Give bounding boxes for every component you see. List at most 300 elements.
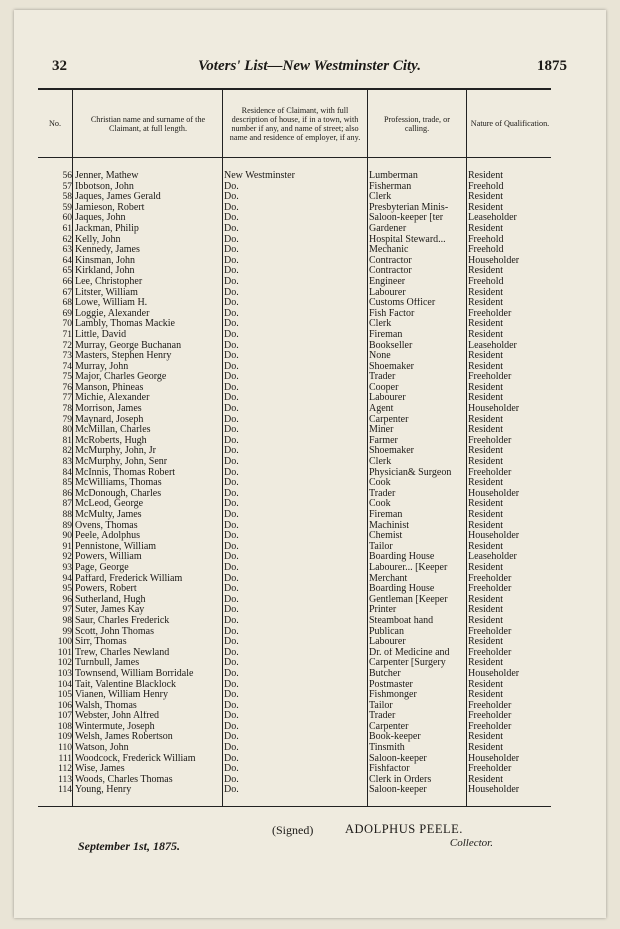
profession: Contractor	[369, 266, 412, 277]
table-row	[38, 266, 551, 277]
table-row	[38, 383, 551, 394]
table-row	[38, 680, 551, 691]
profession: Shoemaker	[369, 361, 414, 372]
claimant-name: Little, David	[75, 329, 127, 340]
profession: Agent	[369, 404, 394, 415]
residence: Do.	[224, 605, 239, 616]
profession: Carpenter [Surgery	[369, 658, 446, 669]
profession: Steamboat hand	[369, 615, 434, 626]
table-row	[38, 775, 551, 786]
claimant-name: Morrison, James	[75, 404, 142, 415]
table-row	[38, 436, 551, 447]
table-bottom-rule	[38, 806, 551, 807]
entry-number: 109	[57, 732, 72, 743]
table-row	[38, 457, 551, 468]
table-row	[38, 616, 551, 627]
profession: Shoemaker	[369, 446, 414, 457]
profession: Bookseller	[369, 340, 413, 351]
claimant-name: Turnbull, James	[75, 658, 140, 669]
entry-number: 102	[57, 658, 72, 669]
residence: Do.	[224, 774, 239, 785]
profession: Saloon-keeper	[369, 785, 427, 796]
table-row	[38, 182, 551, 193]
profession: Saloon-keeper	[369, 753, 427, 764]
profession: Labourer	[369, 637, 406, 648]
claimant-name: Jamieson, Robert	[75, 202, 145, 213]
qualification: Resident	[468, 594, 503, 605]
qualification: Leaseholder	[468, 552, 517, 563]
profession: Cook	[369, 499, 391, 510]
qualification: Freehold	[468, 181, 504, 192]
claimant-name: Page, George	[75, 562, 129, 573]
collector-name: ADOLPHUS PEELE.	[345, 822, 463, 836]
profession: Presbyterian Minis-	[369, 202, 449, 213]
residence: Do.	[224, 393, 239, 404]
qualification: Resident	[468, 615, 503, 626]
entry-number: 112	[58, 764, 72, 775]
profession: Machinist	[369, 520, 409, 531]
profession: Labourer... [Keeper	[369, 562, 448, 573]
residence: Do.	[224, 679, 239, 690]
entry-number: 66	[62, 276, 72, 287]
residence: Do.	[224, 637, 239, 648]
profession: Labourer	[369, 287, 406, 298]
table-row	[38, 574, 551, 585]
table-row	[38, 330, 551, 341]
table-row	[38, 192, 551, 203]
entry-number: 90	[62, 531, 72, 542]
profession: Book-keeper	[369, 732, 421, 743]
claimant-name: Pennistone, William	[75, 541, 157, 552]
table-header-rule	[38, 157, 551, 158]
claimant-name: Lambly, Thomas Mackie	[75, 319, 175, 330]
claimant-name: Scott, John Thomas	[75, 626, 154, 637]
qualification: Resident	[468, 510, 503, 520]
entry-number: 103	[57, 668, 72, 679]
residence: Do.	[224, 584, 239, 595]
residence: Do.	[224, 531, 239, 542]
claimant-name: Sirr, Thomas	[75, 637, 127, 648]
profession: Trader	[369, 711, 396, 722]
table-row	[38, 648, 551, 659]
entry-number: 60	[62, 213, 72, 224]
qualification: Freehold	[468, 245, 504, 256]
qualification: Resident	[468, 171, 503, 181]
entry-number: 81	[62, 435, 72, 446]
profession: Cooper	[369, 382, 399, 393]
qualification: Resident	[468, 743, 503, 754]
qualification: Resident	[468, 658, 503, 669]
residence: Do.	[224, 510, 239, 520]
table-row	[38, 245, 551, 256]
entry-number: 58	[62, 192, 72, 203]
qualification: Resident	[468, 287, 503, 298]
qualification: Freeholder	[468, 584, 512, 595]
qualification: Householder	[468, 531, 520, 542]
claimant-name: Trew, Charles Newland	[75, 647, 170, 658]
claimant-name: Watson, John	[75, 743, 129, 754]
claimant-name: Walsh, Thomas	[75, 700, 137, 711]
claimant-name: Woodcock, Frederick William	[75, 753, 196, 764]
profession: Tailor	[369, 541, 393, 552]
table-row	[38, 235, 551, 246]
entry-number: 68	[62, 298, 72, 309]
residence: Do.	[224, 541, 239, 552]
residence: Do.	[224, 404, 239, 415]
entry-number: 106	[57, 700, 72, 711]
column-header-residence: Residence of Claimant, with full description of house, if in a town, with number if any, and name of street; also name and residence of employer, if any.	[229, 105, 361, 143]
residence: Do.	[224, 192, 239, 203]
profession: Clerk	[369, 457, 392, 468]
qualification: Freehold	[468, 276, 504, 287]
page-title: Voters' List—New Westminster City.	[197, 58, 422, 74]
profession: Publican	[369, 626, 404, 637]
qualification: Resident	[468, 732, 503, 743]
profession: Carpenter	[369, 721, 409, 732]
residence: Do.	[224, 298, 239, 309]
entry-number: 65	[62, 266, 72, 277]
entry-number: 70	[62, 319, 72, 330]
entry-number: 56	[62, 171, 72, 181]
claimant-name: Murray, John	[75, 361, 129, 372]
entry-number: 78	[62, 404, 72, 415]
residence: Do.	[224, 753, 239, 764]
column-header-no: No.	[48, 119, 62, 129]
claimant-name: Townsend, William Borridale	[75, 668, 194, 679]
claimant-name: McLeod, George	[75, 499, 144, 510]
table-row	[38, 563, 551, 574]
profession: Tinsmith	[369, 743, 405, 754]
residence: Do.	[224, 478, 239, 489]
profession: Boarding House	[369, 552, 435, 563]
claimant-name: McMurphy, John, Senr	[75, 457, 168, 468]
entry-number: 84	[62, 467, 72, 478]
entry-number: 98	[62, 615, 72, 626]
entry-number: 89	[62, 520, 72, 531]
qualification: Freeholder	[468, 573, 512, 584]
entry-number: 74	[62, 361, 72, 372]
claimant-name: Jaques, John	[75, 213, 126, 224]
claimant-name: Saur, Charles Frederick	[75, 615, 170, 626]
qualification: Resident	[468, 192, 503, 203]
profession: Lumberman	[369, 171, 418, 181]
qualification: Freeholder	[468, 647, 512, 658]
entry-number: 73	[62, 351, 72, 362]
residence: Do.	[224, 743, 239, 754]
entry-number: 110	[58, 743, 72, 754]
qualification: Resident	[468, 541, 503, 552]
entry-number: 95	[62, 584, 72, 595]
table-row	[38, 785, 551, 796]
table-row	[38, 171, 551, 182]
claimant-name: Murray, George Buchanan	[75, 340, 182, 351]
qualification: Resident	[468, 478, 503, 489]
table-top-rule	[38, 88, 551, 90]
profession: Fishfactor	[369, 764, 410, 775]
residence: New Westminster	[224, 171, 295, 181]
qualification: Leaseholder	[468, 340, 517, 351]
residence: Do.	[224, 276, 239, 287]
table-row	[38, 627, 551, 638]
entry-number: 63	[62, 245, 72, 256]
claimant-name: Jaques, James Gerald	[75, 192, 161, 203]
qualification: Resident	[468, 446, 503, 457]
residence: Do.	[224, 319, 239, 330]
table-row	[38, 213, 551, 224]
claimant-name: Powers, William	[75, 552, 142, 563]
residence: Do.	[224, 435, 239, 446]
entry-number: 100	[57, 637, 72, 648]
claimant-name: Jenner, Mathew	[75, 171, 139, 181]
claimant-name: McMurphy, John, Jr	[75, 446, 157, 457]
residence: Do.	[224, 732, 239, 743]
profession: Postmaster	[369, 679, 413, 690]
profession: Dr. of Medicine and	[369, 647, 450, 658]
qualification: Resident	[468, 329, 503, 340]
residence: Do.	[224, 287, 239, 298]
residence: Do.	[224, 372, 239, 383]
entry-number: 104	[57, 679, 72, 690]
table-row	[38, 521, 551, 532]
qualification: Resident	[468, 774, 503, 785]
table-row	[38, 404, 551, 415]
qualification: Resident	[468, 414, 503, 425]
claimant-name: Manson, Phineas	[75, 382, 144, 393]
qualification: Freeholder	[468, 467, 512, 478]
entry-number: 91	[62, 541, 72, 552]
profession: Mechanic	[369, 245, 409, 256]
residence: Do.	[224, 711, 239, 722]
residence: Do.	[224, 520, 239, 531]
claimant-name: Suter, James Kay	[75, 605, 145, 616]
claimant-name: McRoberts, Hugh	[75, 435, 147, 446]
claimant-name: Kelly, John	[75, 234, 121, 245]
table-row	[38, 415, 551, 426]
table-row	[38, 732, 551, 743]
residence: Do.	[224, 785, 239, 796]
table-row	[38, 542, 551, 553]
entry-number: 76	[62, 382, 72, 393]
qualification: Resident	[468, 605, 503, 616]
entry-number: 92	[62, 552, 72, 563]
profession: Physician& Surgeon	[369, 467, 452, 478]
entry-number: 99	[62, 626, 72, 637]
table-row	[38, 489, 551, 500]
claimant-name: Young, Henry	[75, 785, 132, 796]
profession: Fishmonger	[369, 690, 417, 701]
table-row	[38, 372, 551, 383]
qualification: Leaseholder	[468, 213, 517, 224]
table-row	[38, 605, 551, 616]
claimant-name: McInnis, Thomas Robert	[75, 467, 176, 478]
page-header	[52, 58, 567, 80]
qualification: Resident	[468, 520, 503, 531]
entry-number: 64	[62, 255, 72, 266]
qualification: Resident	[468, 351, 503, 362]
claimant-name: Powers, Robert	[75, 584, 137, 595]
qualification: Resident	[468, 319, 503, 330]
entry-number: 87	[62, 499, 72, 510]
list-date: September 1st, 1875.	[78, 839, 180, 853]
residence: Do.	[224, 467, 239, 478]
profession: Butcher	[369, 668, 401, 679]
table-row	[38, 552, 551, 563]
profession: Fireman	[369, 510, 403, 520]
qualification: Resident	[468, 637, 503, 648]
table-row	[38, 701, 551, 712]
qualification: Householder	[468, 753, 520, 764]
claimant-name: Sutherland, Hugh	[75, 594, 146, 605]
profession: Tailor	[369, 700, 393, 711]
claimant-name: Loggie, Alexander	[75, 308, 150, 319]
page-year: 1875	[537, 58, 567, 74]
claimant-name: Welsh, James Robertson	[75, 732, 173, 743]
claimant-name: Maynard, Joseph	[75, 414, 144, 425]
voter-table-body	[38, 171, 551, 796]
table-row	[38, 637, 551, 648]
table-row	[38, 319, 551, 330]
claimant-name: Litster, William	[75, 287, 138, 298]
residence: Do.	[224, 234, 239, 245]
residence: Do.	[224, 562, 239, 573]
profession: Hospital Steward...	[369, 234, 446, 245]
residence: Do.	[224, 721, 239, 732]
claimant-name: Jackman, Philip	[75, 223, 139, 234]
residence: Do.	[224, 223, 239, 234]
qualification: Resident	[468, 679, 503, 690]
entry-number: 107	[57, 711, 72, 722]
claimant-name: Kinsman, John	[75, 255, 135, 266]
table-row	[38, 595, 551, 606]
table-row	[38, 754, 551, 765]
residence: Do.	[224, 764, 239, 775]
table-row	[38, 393, 551, 404]
profession: Fireman	[369, 329, 403, 340]
entry-number: 88	[62, 510, 72, 520]
table-row	[38, 298, 551, 309]
table-row	[38, 499, 551, 510]
table-row	[38, 446, 551, 457]
table-row	[38, 288, 551, 299]
claimant-name: Woods, Charles Thomas	[75, 774, 173, 785]
signed-label: (Signed)	[272, 823, 314, 837]
profession: Trader	[369, 488, 396, 499]
profession: Labourer	[369, 393, 406, 404]
table-row	[38, 468, 551, 479]
residence: Do.	[224, 690, 239, 701]
table-row	[38, 203, 551, 214]
claimant-name: McMillan, Charles	[75, 425, 151, 436]
claimant-name: Paffard, Frederick William	[75, 573, 183, 584]
residence: Do.	[224, 552, 239, 563]
profession: Carpenter	[369, 414, 409, 425]
table-row	[38, 510, 551, 521]
entry-number: 57	[62, 181, 72, 192]
claimant-name: Lowe, William H.	[75, 298, 148, 309]
entry-number: 80	[62, 425, 72, 436]
residence: Do.	[224, 615, 239, 626]
qualification: Householder	[468, 488, 520, 499]
qualification: Householder	[468, 404, 520, 415]
table-row	[38, 256, 551, 267]
table-row	[38, 478, 551, 489]
profession: Clerk	[369, 319, 392, 330]
qualification: Resident	[468, 562, 503, 573]
entry-number: 113	[58, 774, 72, 785]
table-row	[38, 743, 551, 754]
profession: None	[369, 351, 391, 362]
residence: Do.	[224, 329, 239, 340]
residence: Do.	[224, 266, 239, 277]
residence: Do.	[224, 446, 239, 457]
entry-number: 67	[62, 287, 72, 298]
residence: Do.	[224, 308, 239, 319]
claimant-name: Kirkland, John	[75, 266, 135, 277]
entry-number: 114	[58, 785, 72, 796]
entry-number: 72	[62, 340, 72, 351]
qualification: Householder	[468, 668, 520, 679]
claimant-name: Masters, Stephen Henry	[75, 351, 172, 362]
table-row	[38, 362, 551, 373]
profession: Gentleman [Keeper	[369, 594, 448, 605]
signature-footer	[38, 822, 551, 862]
claimant-name: Michie, Alexander	[75, 393, 150, 404]
claimant-name: Peele, Adolphus	[75, 531, 140, 542]
qualification: Householder	[468, 255, 520, 266]
qualification: Resident	[468, 457, 503, 468]
profession: Farmer	[369, 435, 398, 446]
qualification: Resident	[468, 382, 503, 393]
column-header-name: Christian name and surname of the Claimant, at full length.	[90, 114, 206, 133]
entry-number: 77	[62, 393, 72, 404]
table-row	[38, 669, 551, 680]
entry-number: 94	[62, 573, 72, 584]
profession: Fisherman	[369, 181, 412, 192]
entry-number: 96	[62, 594, 72, 605]
qualification: Resident	[468, 393, 503, 404]
table-row	[38, 764, 551, 775]
profession: Customs Officer	[369, 298, 436, 309]
claimant-name: Major, Charles George	[75, 372, 167, 383]
residence: Do.	[224, 414, 239, 425]
qualification: Resident	[468, 202, 503, 213]
residence: Do.	[224, 181, 239, 192]
claimant-name: Lee, Christopher	[75, 276, 143, 287]
entry-number: 93	[62, 562, 72, 573]
residence: Do.	[224, 255, 239, 266]
entry-number: 61	[62, 223, 72, 234]
profession: Chemist	[369, 531, 403, 542]
residence: Do.	[224, 382, 239, 393]
entry-number: 82	[62, 446, 72, 457]
profession: Gardener	[369, 223, 407, 234]
residence: Do.	[224, 488, 239, 499]
claimant-name: McMulty, James	[75, 510, 142, 520]
residence: Do.	[224, 351, 239, 362]
table-row	[38, 309, 551, 320]
table-row	[38, 722, 551, 733]
claimant-name: Ovens, Thomas	[75, 520, 138, 531]
qualification: Resident	[468, 223, 503, 234]
qualification: Freeholder	[468, 372, 512, 383]
claimant-name: Vianen, William Henry	[75, 690, 168, 701]
entry-number: 83	[62, 457, 72, 468]
residence: Do.	[224, 499, 239, 510]
entry-number: 101	[57, 647, 72, 658]
claimant-name: McWilliams, Thomas	[75, 478, 162, 489]
column-header-profession: Profession, trade, or calling.	[384, 114, 450, 133]
qualification: Resident	[468, 298, 503, 309]
